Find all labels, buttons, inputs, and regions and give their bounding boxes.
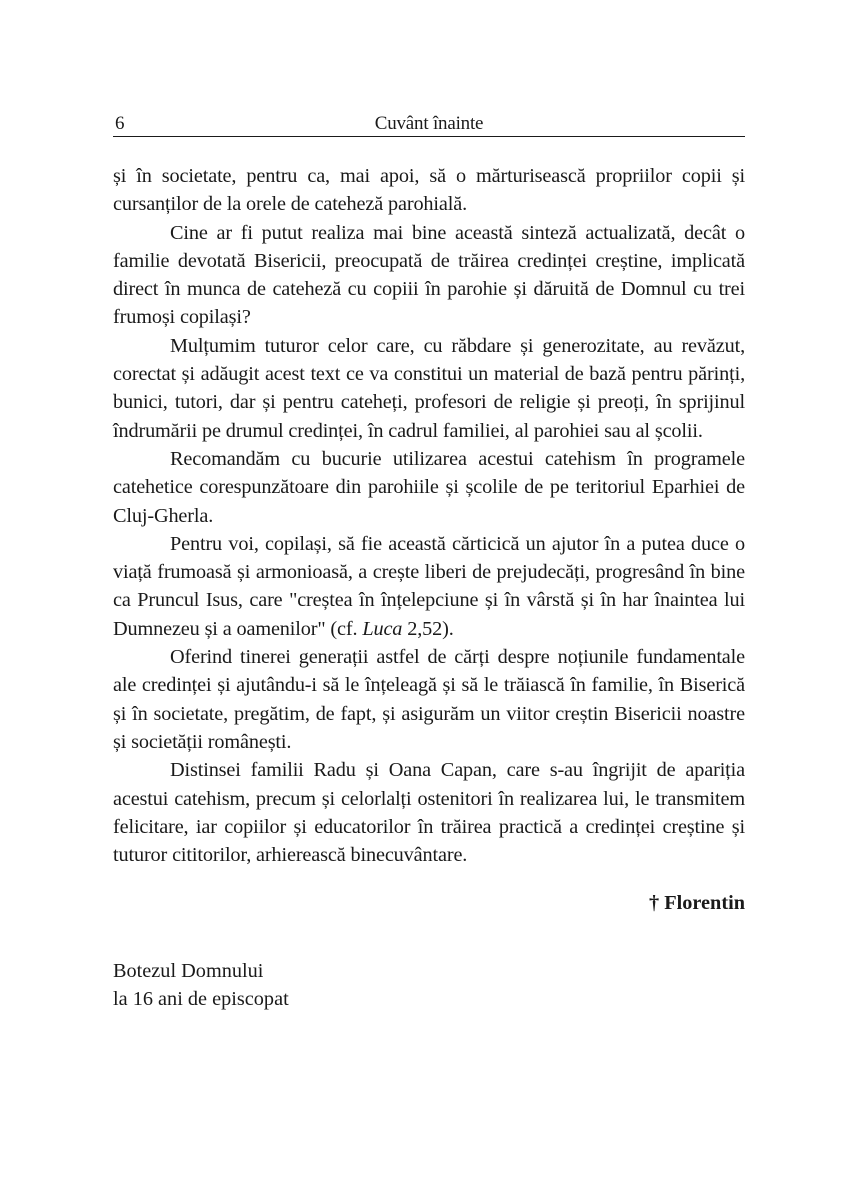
paragraph: Oferind tinerei generații astfel de cărți despre noțiunile fundamentale ale credinței și ajutându-i să le înțeleagă și să le trăiască în familie, în Biserică și în societate, pregătim, de fapt, și asigurăm un viitor creștin Bisericii noastre și societății românești. [113,646,745,753]
paragraph: Cine ar fi putut realiza mai bine această sinteză actualizată, decât o familie devotată Bisericii, preocupată de trăirea credinței creștine, implicată direct în munca de cateheză cu copiii în parohie și dăruită de Domnul cu trei frumoși copilași? [113,221,745,329]
paragraph-with-citation [113,530,745,643]
signature: † Florentin [649,892,745,915]
paragraph: Mulțumim tuturor celor care, cu răbdare și generozitate, au revăzut, corectat și adăugit acest text ce va constitui un material de bază pentru părinți, bunici, tutori, dar și pentru cateheți, profesori de religie și preoți, în sprijinul îndrumării pe drumul credinței, în cadrul familiei, al parohiei sau al școlii. [113,334,745,442]
running-header [113,113,745,137]
paragraph: Recomandăm cu bucurie utilizarea acestui catehism în programele catehetice corespunzătoare din parohiile și școlile de pe teritoriul Eparhiei de Cluj-Gherla. [113,447,745,527]
dateline-occasion: Botezul Domnului [113,960,264,983]
page-number: 6 [115,113,125,134]
paragraph: Distinsei familii Radu și Oana Capan, care s-au îngrijit de apariția acestui catehism, precum și celorlalți ostenitori în realizarea lui, le transmitem felicitare, iar copiilor și educatorilor în trăirea practică a credinței creștine și tuturor cititorilor, arhierească binecuvântare. [113,759,745,867]
chapter-title: Cuvânt înainte [374,113,484,134]
citation-reference: 2,52). [402,617,454,640]
book-page [113,113,745,1013]
body-text [113,162,745,869]
dateline [113,957,745,1013]
paragraph-text: Pentru voi, copilași, să fie această cărticică un ajutor în a putea duce o viață frumoasă și armonioasă, a crește liberi de prejudecăți, progresând în bine ca Pruncul Isus, care "creștea în înțelepciune și în vârstă și în har înaintea lui Dumnezeu și a oamenilor" (cf. [113,532,745,640]
citation-book: Luca [362,617,403,640]
dateline-anniversary: la 16 ani de episcopat [113,988,289,1011]
paragraph-continuation: și în societate, pentru ca, mai apoi, să o mărturisească propriilor copii și cursanților de la orele de cateheză parohială. [113,165,745,216]
